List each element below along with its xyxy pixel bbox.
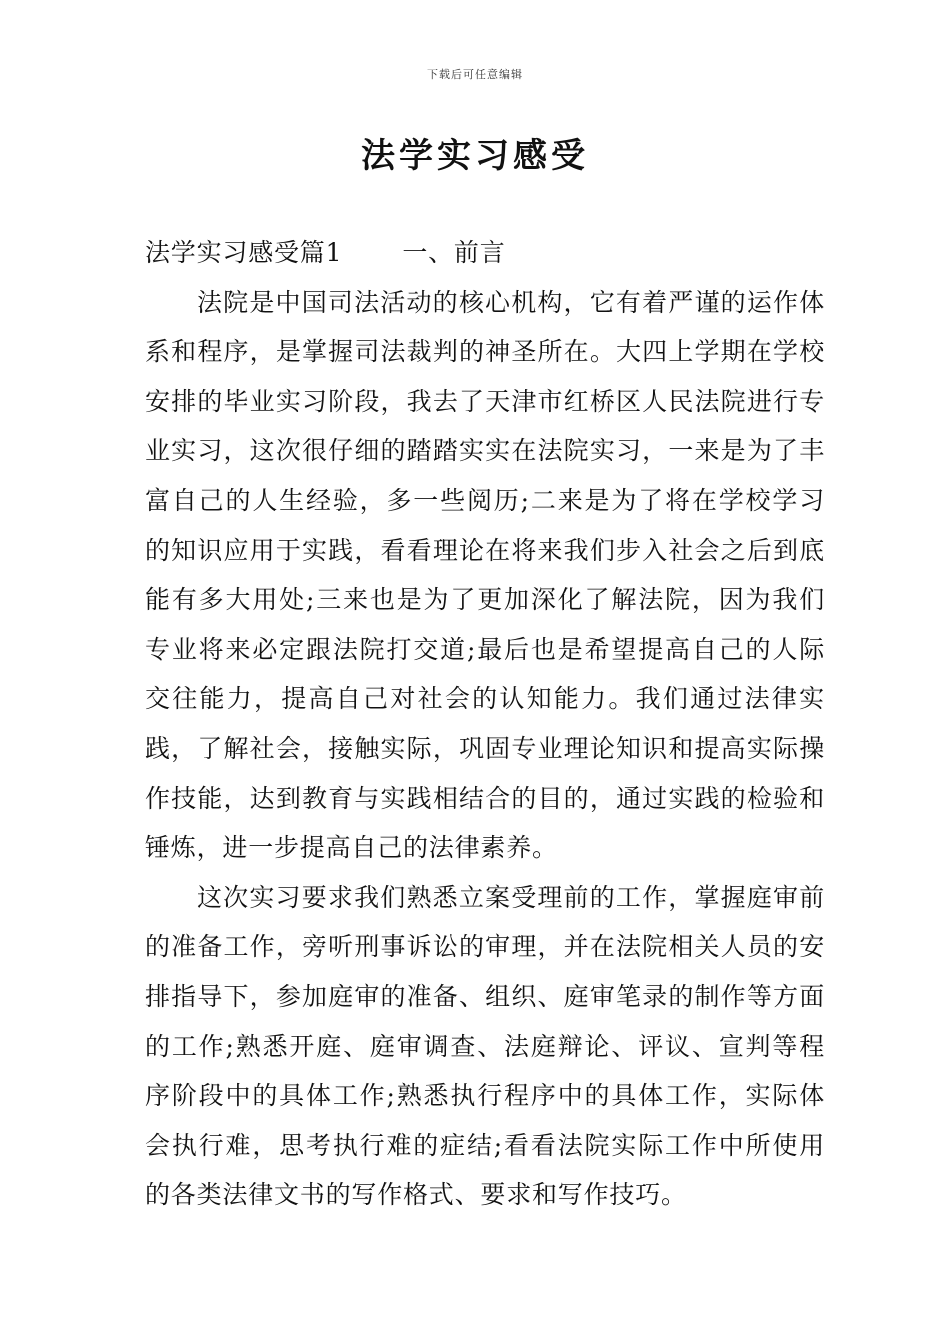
- document-title: 法学实习感受: [361, 136, 589, 176]
- paragraph: 这次实习要求我们熟悉立案受理前的工作，掌握庭审前的准备工作，旁听刑事诉讼的审理，并在法院相关人员的安排指导下，参加庭审的准备、组织、庭审笔录的制作等方面的工作;熟悉开庭、庭审调查、法庭辩论、评议、宣判等程序阶段中的具体工作;熟悉执行程序中的具体工作，实际体会执行难，思考执行难的症结;看看法院实际工作中所使用的各类法律文书的写作格式、要求和写作技巧。: [145, 882, 825, 1210]
- section-part-label: 法学实习感受篇1: [145, 238, 343, 267]
- section-heading: 一、前言: [402, 238, 506, 267]
- header-note: 下载后可任意编辑: [427, 68, 523, 81]
- section-heading-line: [145, 228, 825, 278]
- paragraph: 法院是中国司法活动的核心机构，它有着严谨的运作体系和程序，是掌握司法裁判的神圣所在。大四上学期在学校安排的毕业实习阶段，我去了天津市红桥区人民法院进行专业实习，这次很仔细的踏踏实实在法院实习，一来是为了丰富自己的人生经验，多一些阅历;二来是为了将在学校学习的知识应用于实践，看看理论在将来我们步入社会之后到底能有多大用处;三来也是为了更加深化了解法院，因为我们专业将来必定跟法院打交道;最后也是希望提高自己的人际交往能力，提高自己对社会的认知能力。我们通过法律实践，了解社会，接触实际，巩固专业理论知识和提高实际操作技能，达到教育与实践相结合的目的，通过实践的检验和锤炼，进一步提高自己的法律素养。: [145, 287, 825, 863]
- document-body: [145, 228, 825, 1220]
